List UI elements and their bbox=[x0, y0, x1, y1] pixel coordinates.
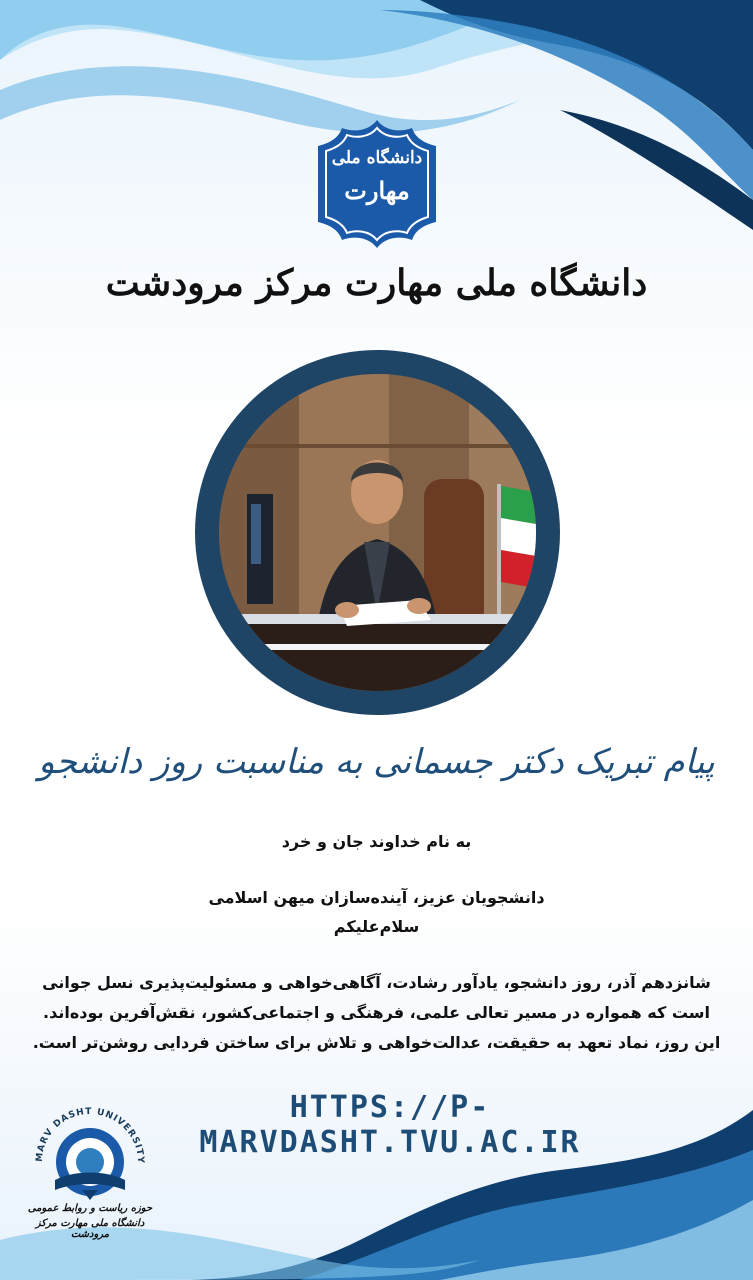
opening-phrase: به نام خداوند جان و خرد bbox=[281, 832, 472, 851]
website-url[interactable]: HTTPS://P-MARVDASHT.TVU.AC.IR bbox=[199, 1090, 581, 1160]
portrait-frame bbox=[195, 350, 560, 715]
greeting-line: دانشجویان عزیز، آینده‌سازان میهن اسلامی bbox=[208, 888, 545, 907]
university-seal-icon bbox=[20, 1100, 160, 1205]
logo-text-line2: مهارت bbox=[344, 176, 410, 205]
badge-text-line1: حوزه ریاست و روابط عمومی bbox=[27, 1203, 153, 1214]
university-title: دانشگاه ملی مهارت مرکز مرودشت bbox=[105, 262, 648, 304]
university-logo bbox=[316, 118, 438, 250]
salutation-line: سلام‌علیکم bbox=[333, 917, 420, 936]
message-paragraph: شانزدهم آذر، روز دانشجو، یادآور رشادت، آگاهی‌خواهی و مسئولیت‌پذیری نسل جوانی است که همواره در مسیر تعالی علمی، فرهنگی و اجتماعی‌کشور، نقش‌آفرین بوده‌اند. این روز، نماد تعهد به حقیقت، عدالت‌خواهی و تلاش برای ساختن فردایی روشن‌تر است. bbox=[32, 973, 721, 1052]
public-relations-badge bbox=[20, 1100, 160, 1270]
badge-arc-text: MARV DASHT UNIVERSITY bbox=[34, 1106, 146, 1165]
logo-text-line1: دانشگاه ملی bbox=[331, 148, 423, 168]
badge-text-line2: دانشگاه ملی مهارت مرکز مرودشت bbox=[35, 1218, 145, 1240]
message-title: پیام تبریک دکتر جسمانی به مناسبت روز دانشجو bbox=[38, 742, 715, 782]
office-scene-illustration bbox=[219, 374, 536, 691]
portrait-photo bbox=[219, 374, 536, 691]
